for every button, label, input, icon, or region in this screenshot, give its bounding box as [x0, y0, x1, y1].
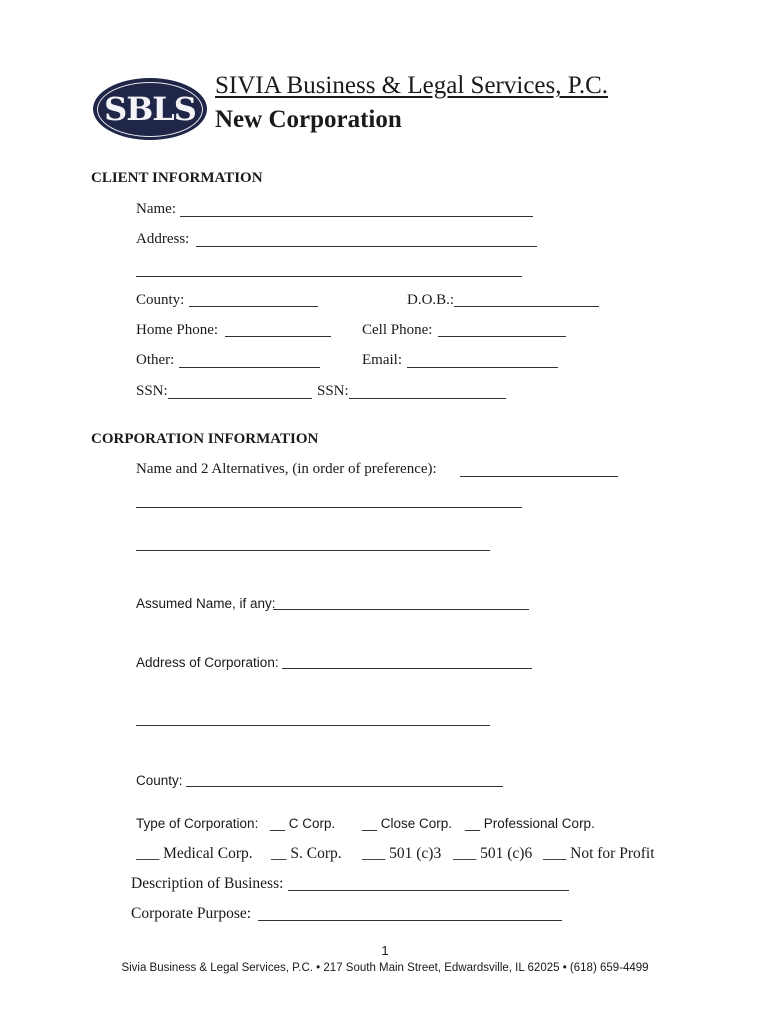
client-address-field[interactable] — [196, 246, 537, 247]
corporation-county-field[interactable] — [186, 786, 503, 787]
client-other-field[interactable] — [179, 367, 320, 368]
business-description-label: Description of Business: — [131, 875, 284, 892]
client-email-field[interactable] — [407, 367, 558, 368]
logo-text: SBLS — [104, 90, 196, 128]
corporation-information-heading: CORPORATION INFORMATION — [91, 431, 319, 447]
corporation-address-label: Address of Corporation: — [136, 655, 279, 670]
business-description-field[interactable] — [288, 890, 569, 891]
client-county-field[interactable] — [189, 306, 318, 307]
corporate-purpose-label: Corporate Purpose: — [131, 905, 252, 922]
client-county-label: County: — [136, 292, 185, 308]
option-close-corp[interactable]: __ Close Corp. — [362, 816, 453, 831]
document-title: New Corporation — [215, 106, 402, 133]
client-ssn-label-1: SSN: — [136, 383, 168, 399]
client-ssn-field-2[interactable] — [349, 398, 506, 399]
corporation-address-field[interactable] — [282, 668, 532, 669]
client-address-field-line2[interactable] — [136, 276, 522, 277]
assumed-name-field[interactable] — [273, 609, 529, 610]
option-professional-corp[interactable]: __ Professional Corp. — [465, 816, 595, 831]
page-number: 1 — [381, 943, 389, 958]
client-home-phone-label: Home Phone: — [136, 322, 219, 338]
option-medical-corp[interactable]: ___ Medical Corp. — [136, 845, 253, 862]
corporation-county-label: County: — [136, 773, 183, 788]
option-s-corp[interactable]: __ S. Corp. — [271, 845, 342, 862]
option-c-corp[interactable]: __ C Corp. — [270, 816, 336, 831]
sbls-logo — [93, 78, 207, 140]
client-ssn-label-2: SSN: — [317, 383, 349, 399]
client-home-phone-field[interactable] — [225, 336, 331, 337]
client-email-label: Email: — [362, 352, 402, 368]
corporation-name-field-3[interactable] — [136, 550, 490, 551]
firm-name: SIVIA Business & Legal Services, P.C. — [215, 72, 609, 99]
option-not-for-profit[interactable]: ___ Not for Profit — [543, 845, 655, 862]
footer-address: Sivia Business & Legal Services, P.C. • 217 South Main Street, Edwardsville, IL 62025 • (618) 659-4499 — [121, 962, 649, 974]
option-501c6[interactable]: ___ 501 (c)6 — [453, 845, 533, 862]
client-address-label: Address: — [136, 231, 190, 247]
corporation-type-label: Type of Corporation: — [136, 816, 259, 831]
logo-ring — [97, 82, 203, 137]
client-other-label: Other: — [136, 352, 175, 368]
option-501c3[interactable]: ___ 501 (c)3 — [362, 845, 442, 862]
corporation-address-field-line2[interactable] — [136, 725, 490, 726]
corporation-name-field-2[interactable] — [136, 507, 522, 508]
client-name-field[interactable] — [180, 216, 533, 217]
assumed-name-label: Assumed Name, if any: — [136, 596, 276, 611]
client-ssn-field-1[interactable] — [168, 398, 312, 399]
client-dob-field[interactable] — [454, 306, 599, 307]
client-information-heading: CLIENT INFORMATION — [91, 170, 263, 186]
corporation-name-field-1[interactable] — [460, 476, 618, 477]
client-name-label: Name: — [136, 201, 176, 217]
client-dob-label: D.O.B.: — [407, 292, 455, 308]
client-cell-phone-field[interactable] — [438, 336, 566, 337]
corporate-purpose-field[interactable] — [258, 920, 562, 921]
client-cell-phone-label: Cell Phone: — [362, 322, 433, 338]
corporation-names-label: Name and 2 Alternatives, (in order of preference): — [136, 461, 437, 477]
